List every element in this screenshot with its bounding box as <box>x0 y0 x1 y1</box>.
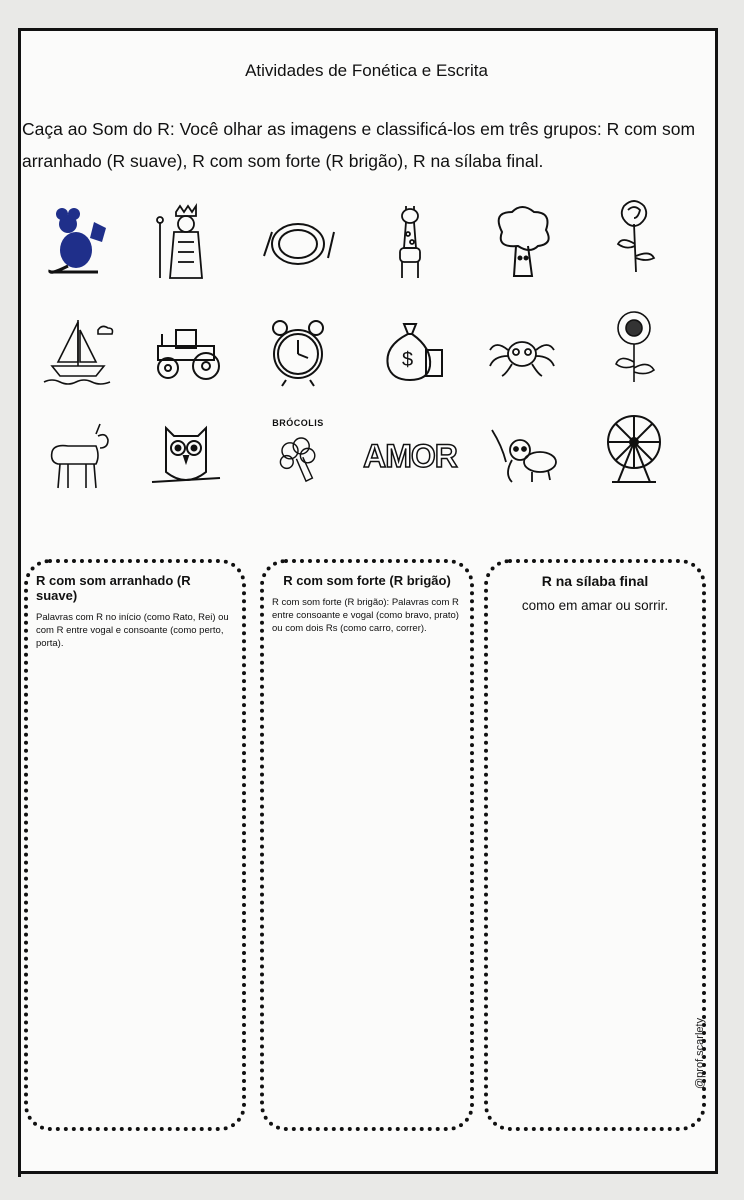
box-r-suave[interactable] <box>24 559 246 1131</box>
box-r-forte-text: R com som forte (R brigão): Palavras com R entre consoante e vogal (como bravo, prato) ou com dois Rs (como carro, correr). <box>272 597 459 634</box>
box-r-final-text: como em amar ou sorrir. <box>521 598 669 613</box>
box-r-forte[interactable] <box>260 559 474 1131</box>
broccoli-icon <box>250 410 346 502</box>
tree-icon <box>474 196 570 288</box>
broccoli-label: BRÓCOLIS <box>272 418 324 428</box>
money-bag-icon <box>362 304 458 396</box>
sunflower-icon <box>586 300 682 392</box>
box-r-suave-text: Palavras com R no início (como Rato, Rei) ou com R entre vogal e consoante (como perto, porta). <box>36 612 229 649</box>
sailboat-icon <box>30 304 126 396</box>
tractor-icon <box>138 304 234 396</box>
clock-icon <box>250 304 346 396</box>
box-r-final-heading: R na sílaba final <box>541 573 649 589</box>
image-grid <box>22 196 702 516</box>
page-title: Atividades de Fonética e Escrita <box>245 61 488 80</box>
box-r-final[interactable] <box>484 559 706 1131</box>
sloth-icon <box>474 410 570 502</box>
svg-text:$: $ <box>402 349 414 371</box>
ferris-wheel-icon <box>586 402 682 494</box>
owl-icon <box>138 410 234 502</box>
worksheet-page <box>18 28 718 1174</box>
watermark: @prof.scarlety <box>694 1017 706 1089</box>
king-icon <box>138 196 234 288</box>
instructions-text: Caça ao Som do R: Você olhar as imagens e classificá-los em três grupos: R com som arranhado (R suave), R com som forte (R brigão), R na sílaba final. <box>22 119 696 171</box>
amor-word-label: AMOR <box>363 437 457 474</box>
box-r-forte-heading: R com som forte (R brigão) <box>283 573 451 588</box>
rose-icon <box>586 190 682 282</box>
spider-icon <box>474 304 570 396</box>
mouse-icon <box>30 196 126 288</box>
plate-icon <box>250 196 346 288</box>
amor-word-icon <box>362 410 458 502</box>
box-r-suave-heading: R com som arranhado (R suave) <box>36 573 191 603</box>
goat-icon <box>30 410 126 502</box>
giraffe-icon <box>362 196 458 288</box>
page-border-left <box>18 31 21 1177</box>
